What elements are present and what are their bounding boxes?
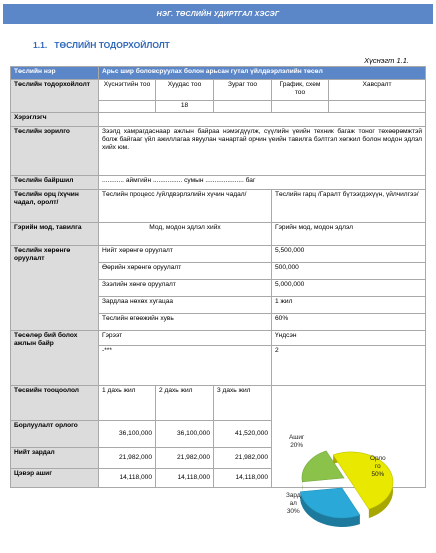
pie-chart [276, 431, 406, 541]
header-label: Төслийн нэр [11, 67, 99, 80]
pie-label-profit [289, 434, 304, 450]
definition-value [329, 100, 426, 112]
pie-label-text: го [374, 463, 381, 470]
financial-name: Цэвэр ашиг [11, 469, 99, 488]
financial-name: Нийт зардал [11, 448, 99, 469]
definition-row [11, 80, 426, 101]
investment-item: Зээлийн хөнгө оруулалт [99, 280, 272, 297]
pie-label-income [370, 455, 386, 479]
inputs-label: Төслийн орц /хүчин чадал, оролт/ [11, 190, 99, 223]
financial-value: 14,118,000 [214, 469, 272, 488]
financial-value: 21,982,000 [214, 448, 272, 469]
guarantee-row [11, 331, 426, 346]
section-title: ТӨСЛИЙН ТОДОРХОЙЛОЛТ [54, 40, 170, 50]
product-right: Гэрийн мод, модон эдлэл [272, 223, 426, 246]
financial-value: 41,520,000 [214, 421, 272, 448]
definition-value: 18 [156, 100, 214, 112]
definition-col: Хавсралт [329, 80, 426, 101]
financial-value: 21,982,000 [99, 448, 156, 469]
investment-value: 500,000 [272, 263, 426, 280]
goal-text: Зээлд хамрагдаснаар ажлын байраа нэмэгдүүлж, сүүлийн үеийн техник багаж тоног төхөөрөмжтэй болж байгааг үйл ажиллагаа явуулан чанартай орчин үеийн тавилга бэлтгэл хөгжил болон модон эдлэл хийх юм. [99, 127, 426, 176]
financial-value: 14,118,000 [99, 469, 156, 488]
investment-item: Нийт хөрөнгө оруулалт [99, 246, 272, 263]
header-row [11, 67, 426, 80]
year-header: 3 дахь жил [214, 386, 272, 421]
financials-row [11, 386, 426, 421]
investment-value: 5,500,000 [272, 246, 426, 263]
definition-col: Хүснэгтийн тоо [99, 80, 156, 101]
inputs-row [11, 190, 426, 223]
definition-label: Төслийн тодорхойлолт [11, 80, 99, 113]
inputs-left: Төслийн процесс /үйлдвэрлэлийн хүчин чадал/ [99, 190, 272, 223]
year-header: 1 дахь жил [99, 386, 156, 421]
financial-value: 36,100,000 [99, 421, 156, 448]
financials-label: Төсвийн тооцоолол [11, 386, 99, 421]
investment-value: 60% [272, 314, 426, 331]
pie-label-percent: 20% [290, 442, 304, 449]
investment-item: Өөрийн хөрөнгө оруулалт [99, 263, 272, 280]
location-row [11, 176, 426, 190]
guarantee-col1: Гэрээт [99, 331, 272, 346]
project-table [10, 66, 426, 488]
goal-label: Төслийн зорилго [11, 127, 99, 176]
pie-label-percent: 50% [371, 471, 385, 478]
pie-label-percent: 30% [286, 508, 300, 515]
investment-label: Төслийн хөрөнгө оруулалт [11, 246, 99, 331]
chapter-banner: НЭГ. ТӨСЛИЙН УДИРТГАЛ ХЭСЭГ [3, 4, 433, 24]
investment-item: Төслийн өгөөжийн хувь [99, 314, 272, 331]
definition-value [99, 100, 156, 112]
user-value [99, 113, 426, 127]
inputs-right: Төслийн гарц /Гаралт бүтээгдэхүүн, үйлчилгээ/ [272, 190, 426, 223]
definition-col: Хуудас тоо [156, 80, 214, 101]
definition-col: График, схем тоо [272, 80, 329, 101]
pie-label-text: ал [289, 500, 297, 507]
investment-value: 1 жил [272, 297, 426, 314]
year-header: 2 дахь жил [156, 386, 214, 421]
pie-label-text: Орло [370, 455, 386, 462]
pie-label-cost [286, 492, 301, 516]
financial-value: 36,100,000 [156, 421, 214, 448]
investment-value: 5,000,000 [272, 280, 426, 297]
user-row [11, 113, 426, 127]
product-row [11, 223, 426, 246]
investment-item: Зардлаа нөхөх хугацаа [99, 297, 272, 314]
definition-col: Зураг тоо [214, 80, 272, 101]
section-number: 1.1. [33, 40, 48, 50]
financial-value: 14,118,000 [156, 469, 214, 488]
guarantee-val1: -*** [99, 346, 272, 386]
section-heading [33, 40, 170, 50]
product-left: Мод, модон эдлэл хийх [99, 223, 272, 246]
location-text: ............ аймгийн ................ сумын ..................... баг [99, 176, 426, 190]
guarantee-label: Төсөлөр бий болох ажлын байр [11, 331, 99, 386]
goal-row [11, 127, 426, 176]
project-name: Арьс шир боловсруулах болон арьсан гутал үйлдвэрлэлийн төсөл [99, 67, 426, 80]
pie-label-text: Зард [286, 492, 301, 499]
investment-row [11, 246, 426, 263]
location-label: Төслийн байршил [11, 176, 99, 190]
financial-name: Борлуулалт орлого [11, 421, 99, 448]
pie-label-text: Ашиг [289, 434, 305, 441]
guarantee-col2: Үндсэн [272, 331, 426, 346]
product-label: Гэрийн мод, тавилга [11, 223, 99, 246]
guarantee-val2: 2 [272, 346, 426, 386]
definition-value [272, 100, 329, 112]
financial-value: 21,982,000 [156, 448, 214, 469]
table-caption: Хүснэгт 1.1. [364, 56, 409, 65]
user-label: Хэрэглэгч [11, 113, 99, 127]
definition-value [214, 100, 272, 112]
